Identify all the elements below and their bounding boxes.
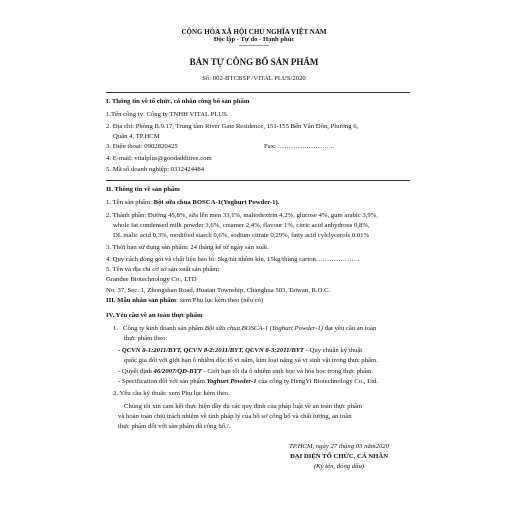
header-dashes: --------------- bbox=[239, 43, 269, 49]
commitment-line-3: thực phẩm đối với sản phẩm đã công bố./. bbox=[118, 423, 231, 430]
label-sample-line bbox=[106, 297, 263, 305]
section1-heading: I. Thông tin về tổ chức, cá nhân công bố sản phẩm bbox=[106, 98, 250, 105]
ingredients-line-3: DL malic acid 0,3%, modified starch 0,6%, sodium citrate 0,29%, fatty acid cylclycerols 0.01% bbox=[113, 232, 370, 239]
shelf-life: 3. Thời hạn sử dụng sản phẩm: 24 tháng kể từ ngày sản xuất. bbox=[106, 244, 269, 251]
divider-section2 bbox=[106, 180, 410, 181]
country-heading: CỘNG HÒA XÃ HỘI CHỦ NGHĨA VIỆT NAM bbox=[181, 28, 327, 36]
company-tax-code: 5. Mã số doanh nghiệp: 0312424484 bbox=[106, 166, 205, 173]
company-name: 1.Tên công ty: Công ty TNHH VITAL PLUS. bbox=[106, 111, 229, 118]
standard-qcvn: - QCVN 8-1:2011/BYT, QCVN 8-2:2011/BYT, QCVN 8-3:2011/BYT - Quy chuẩn kỹ thuật bbox=[118, 347, 363, 354]
company-phone: 3. Điện thoại: 0902820425 bbox=[106, 143, 178, 150]
product-name-line bbox=[106, 199, 279, 207]
label-sample-note: : xem Phụ lục kèm theo (nếu có) bbox=[176, 297, 264, 304]
ingredients-line-2: whole fat condensed milk powder 3,6%, creamer 2,4%, flavour 1%, citric acid anhydrous 0,8%, bbox=[113, 222, 370, 229]
motto: Độc lập - Tự do - Hạnh phúc bbox=[213, 36, 295, 43]
label-sample-heading: III. Mẫu nhãn sản phẩm bbox=[106, 297, 177, 304]
spec-product: Yoghurt Powder-1 bbox=[206, 378, 257, 385]
document-title: BẢN TỰ CÔNG BỐ SẢN PHẨM bbox=[189, 57, 319, 67]
company-fax: Fax: …………………….. bbox=[264, 143, 335, 150]
producer-name: Grandee Biotechnology Co., LTD bbox=[106, 276, 197, 283]
company-email: 4. E-mail: vitalplus@goodadditive.com bbox=[106, 155, 212, 162]
product-name-label: 1. Tên sản phẩm: bbox=[106, 199, 154, 206]
signature-note: (Ký tên, đóng dấu) bbox=[313, 463, 365, 470]
producer-label: 5. Tên và địa chỉ cơ sở sản xuất sản phẩm: bbox=[106, 266, 220, 273]
commitment-line-2: và hoàn toàn chịu trách nhiệm về tính pháp lý của hồ sơ công bố và chất lượng, an toàn bbox=[118, 413, 352, 420]
standard-specification: - Specification đối với sản phẩm Yoghurt Powder-1 của công ty HengYi Biotechnology Co., Ltd. bbox=[118, 378, 379, 385]
list-number: 1. bbox=[113, 325, 124, 332]
document-number: Số: 002-BTCBSP /VITAL PLUS/2020 bbox=[202, 75, 306, 82]
divider-top bbox=[106, 92, 410, 93]
company-address-cont: Quận 4, TP.HCM bbox=[113, 133, 160, 140]
signature-date: TP.HCM, ngày 27 tháng 03 năm2020 bbox=[288, 443, 389, 450]
company-address: 2. Địa chỉ: Phòng B.9.17, Trung tâm River Gate Residence, 151-155 Bến Vân Đồn, Phường 6, bbox=[106, 123, 359, 130]
standard-qcvn-codes: - QCVN 8-1:2011/BYT, QCVN 8-2:2011/BYT, QCVN 8-3:2011/BYT bbox=[118, 347, 305, 354]
signature-title: ĐẠI DIỆN TỔ CHỨC, CÁ NHÂN bbox=[289, 453, 389, 460]
section4-heading: IV. Yêu cầu về an toàn thực phẩm bbox=[106, 312, 203, 319]
producer-address: No. 37, Sec. 1, Zhongshan Road, Huatan Township, Changhua 503, Taiwan, R.O.C. bbox=[106, 287, 331, 294]
decision-code: 46/2007/QĐ-BYT bbox=[153, 368, 202, 375]
safety-intro: 1. Công ty kinh doanh sản phẩm Bột sữa chua BOSCA-1 (Yoghurt Powder-1) đạt yêu cầu an toàn bbox=[113, 325, 377, 332]
ingredients-line-1: 2. Thành phần: Đường 45,8%, sữa lên men 33,1%, maltodextrin 4,2%, glucose 4%, gum arabic 3,9%, bbox=[106, 212, 378, 219]
standard-qcvn-cont: quốc gia đối với giới hạn ô nhiễm độc tố vi nấm, kim loại nặng và vi sinh vật trong thực phẩm. bbox=[124, 357, 378, 364]
commitment-line-1: Chúng tôi xin cam kết thực hiện đầy đủ các quy định của pháp luật về an toàn thực phẩm bbox=[124, 403, 363, 410]
technical-requirements: 2. Yêu cầu kỹ thuật: xem Phụ lục kèm theo. bbox=[113, 390, 230, 397]
standard-decision: - Quyết định 46/2007/QĐ-BYT - Giới hạn tối đa ô nhiễm sinh học và hóa học trong thực phẩm. bbox=[118, 368, 374, 375]
section2-heading: II. Thông tin về sản phẩm bbox=[106, 186, 180, 193]
safety-intro-cont: thực phẩm theo: bbox=[124, 335, 168, 342]
packaging: 4. Quy cách đóng gói và chất liệu bao bì: 5kg/túi nhôm kín, 15kg/thùng carton……………….. bbox=[106, 256, 360, 263]
safety-product: Bột sữa chua BOSCA-1 (Yoghurt Powder-1) bbox=[204, 325, 324, 332]
product-name: Bột sữa chua BOSCA-1(Yoghurt Powder-1). bbox=[153, 199, 280, 206]
